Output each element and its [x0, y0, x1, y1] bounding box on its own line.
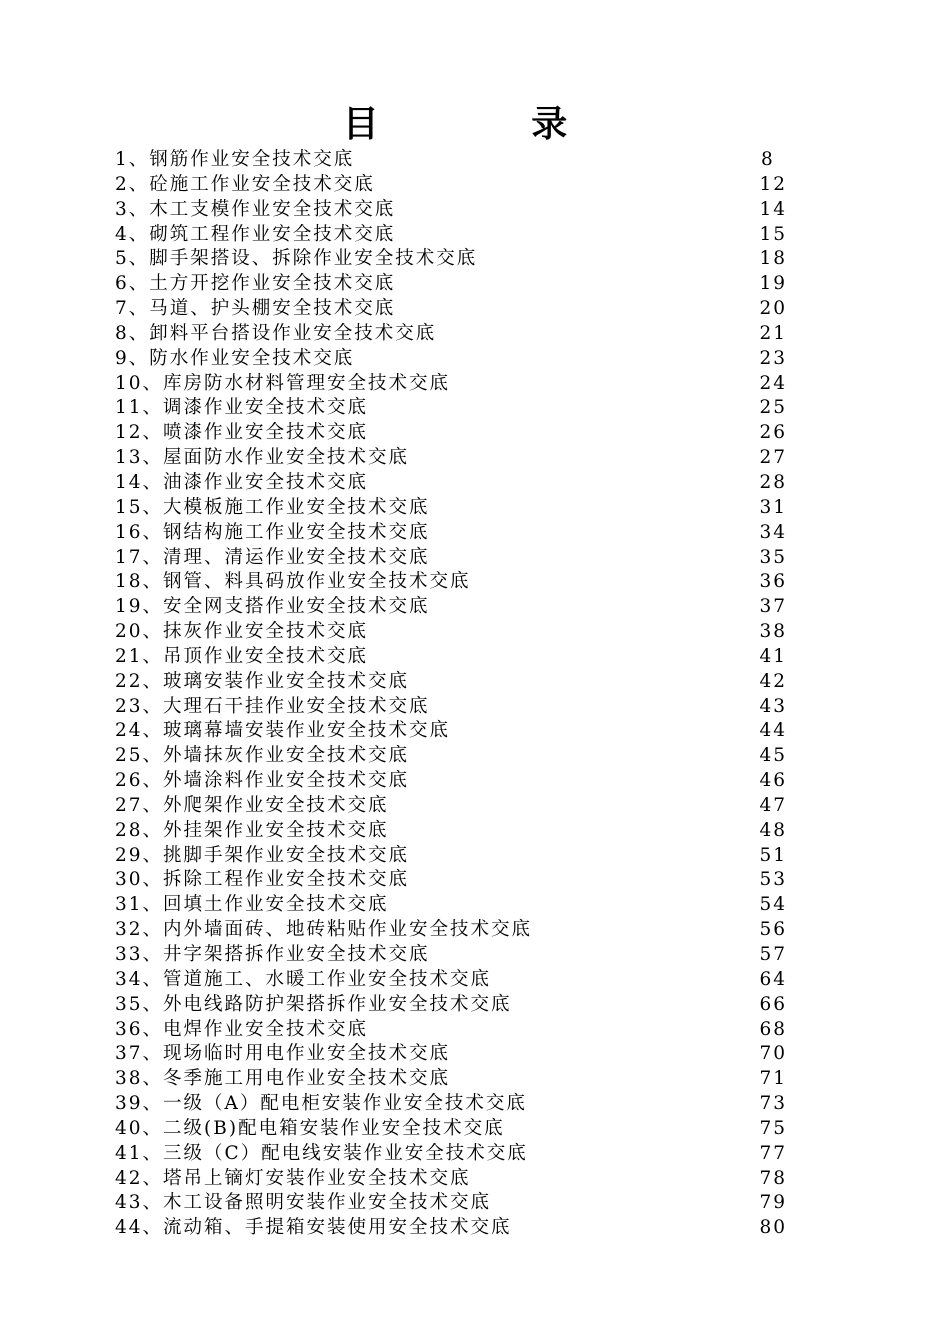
toc-entry-page-number: 8 — [761, 149, 775, 170]
toc-entry-label: 9、防水作业安全技术交底 — [115, 347, 355, 369]
toc-entry-page-number: 15 — [759, 223, 787, 245]
toc-entry-label: 37、现场临时用电作业安全技术交底 — [115, 1043, 451, 1065]
toc-entry — [115, 595, 787, 620]
toc-entry — [115, 546, 787, 571]
toc-entry-page-number: 51 — [759, 844, 787, 866]
toc-entry — [115, 347, 787, 372]
toc-entry — [115, 794, 787, 819]
toc-entry — [115, 918, 787, 943]
toc-entry-page-number: 54 — [759, 894, 787, 916]
toc-entry-page-number: 36 — [759, 571, 787, 593]
toc-entry — [115, 1018, 787, 1043]
toc-entry-label: 13、屋面防水作业安全技术交底 — [115, 447, 410, 469]
toc-entry-label: 28、外挂架作业安全技术交底 — [115, 819, 389, 841]
toc-entry-label: 10、库房防水材料管理安全技术交底 — [115, 372, 451, 394]
toc-entry-page-number: 18 — [759, 248, 787, 270]
toc-entry-label: 22、玻璃安装作业安全技术交底 — [115, 670, 410, 692]
toc-entry — [115, 695, 787, 720]
toc-entry — [115, 868, 787, 893]
toc-entry-page-number: 28 — [759, 471, 787, 493]
toc-entry-label: 15、大模板施工作业安全技术交底 — [115, 496, 430, 518]
toc-entry — [115, 1117, 787, 1142]
toc-entry-page-number: 43 — [759, 695, 787, 717]
toc-entry — [115, 173, 787, 198]
toc-entry — [115, 396, 787, 421]
toc-entry-page-number: 75 — [759, 1117, 787, 1139]
toc-entry — [115, 570, 787, 595]
toc-entry — [115, 1167, 787, 1192]
toc-entry-page-number: 64 — [759, 968, 787, 990]
toc-entry — [115, 322, 787, 347]
toc-entry-page-number: 46 — [759, 770, 787, 792]
toc-entry-page-number: 44 — [759, 720, 787, 742]
toc-entry — [115, 993, 787, 1018]
toc-entry-page-number: 53 — [759, 869, 787, 891]
toc-entry-label: 27、外爬架作业安全技术交底 — [115, 794, 389, 816]
toc-entry-label: 39、一级（A）配电柜安装作业安全技术交底 — [115, 1093, 527, 1115]
toc-entry-label: 11、调漆作业安全技术交底 — [115, 397, 369, 419]
toc-entry-page-number: 19 — [759, 273, 787, 295]
toc-entry — [115, 943, 787, 968]
toc-entry — [115, 1067, 787, 1092]
toc-entry-page-number: 35 — [759, 546, 787, 568]
toc-entry — [115, 297, 787, 322]
toc-entry-label: 24、玻璃幕墙安装作业安全技术交底 — [115, 720, 451, 742]
toc-entry-label: 21、吊顶作业安全技术交底 — [115, 645, 369, 667]
toc-entry-page-number: 57 — [759, 944, 787, 965]
toc-entry-page-number: 77 — [759, 1142, 787, 1164]
toc-entry-label: 44、流动箱、手提箱安装使用安全技术交底 — [115, 1217, 512, 1239]
toc-entry-page-number: 47 — [759, 794, 787, 816]
toc-entry — [115, 893, 787, 918]
toc-entry — [115, 421, 787, 446]
toc-entry — [115, 521, 787, 546]
toc-entry — [115, 968, 787, 993]
toc-entry-label: 18、钢管、料具码放作业安全技术交底 — [115, 571, 471, 593]
toc-entry-label: 32、内外墙面砖、地砖粘贴作业安全技术交底 — [115, 919, 533, 941]
toc-entry-page-number: 79 — [759, 1192, 787, 1214]
toc-entry-label: 2、砼施工作业安全技术交底 — [115, 173, 375, 195]
toc-entry — [115, 446, 787, 471]
toc-entry — [115, 1216, 787, 1241]
toc-entry-label: 42、塔吊上镝灯安装作业安全技术交底 — [115, 1167, 471, 1189]
toc-entry — [115, 744, 787, 769]
toc-entry-page-number: 12 — [759, 173, 787, 195]
toc-entry-label: 19、安全网支搭作业安全技术交底 — [115, 596, 430, 618]
toc-entry-label: 29、挑脚手架作业安全技术交底 — [115, 844, 410, 866]
toc-entry — [115, 471, 787, 496]
toc-entry-label: 33、井字架搭拆作业安全技术交底 — [115, 944, 430, 965]
toc-entry-label: 1、钢筋作业安全技术交底 — [115, 149, 355, 170]
toc-entry-label: 41、三级（C）配电线安装作业安全技术交底 — [115, 1142, 528, 1164]
toc-entry-label: 43、木工设备照明安装作业安全技术交底 — [115, 1192, 492, 1214]
toc-entry-label: 38、冬季施工用电作业安全技术交底 — [115, 1068, 451, 1090]
toc-entry-page-number: 66 — [759, 993, 787, 1015]
toc-entry-page-number: 27 — [759, 447, 787, 469]
toc-entry — [115, 1142, 787, 1167]
toc-entry-label: 26、外墙涂料作业安全技术交底 — [115, 770, 410, 792]
toc-entry-label: 23、大理石干挂作业安全技术交底 — [115, 695, 430, 717]
toc-entry — [115, 645, 787, 670]
toc-entry-page-number: 73 — [759, 1093, 787, 1115]
toc-entry-page-number: 26 — [759, 422, 787, 444]
toc-entry-label: 7、马道、护头棚安全技术交底 — [115, 298, 396, 320]
toc-entry — [115, 769, 787, 794]
toc-entry-label: 17、清理、清运作业安全技术交底 — [115, 546, 430, 568]
toc-entry-page-number: 56 — [759, 919, 787, 941]
toc-entry-page-number: 37 — [759, 596, 787, 618]
toc-entry-page-number: 41 — [759, 645, 787, 667]
toc-entry-label: 14、油漆作业安全技术交底 — [115, 471, 369, 493]
toc-entry-page-number: 42 — [759, 670, 787, 692]
toc-entry-label: 20、抹灰作业安全技术交底 — [115, 621, 369, 643]
toc-entry — [115, 272, 787, 297]
toc-entry-page-number: 80 — [759, 1217, 787, 1239]
toc-entry — [115, 844, 787, 869]
toc-entry-page-number: 48 — [759, 819, 787, 841]
toc-entry-page-number: 31 — [759, 496, 787, 518]
toc-entry — [115, 247, 787, 272]
toc-entry — [115, 372, 787, 397]
toc-entry-page-number: 78 — [759, 1167, 787, 1189]
toc-entry-label: 12、喷漆作业安全技术交底 — [115, 422, 369, 444]
toc-entry-label: 40、二级(B)配电箱安装作业安全技术交底 — [115, 1117, 505, 1139]
toc-entry — [115, 496, 787, 521]
toc-entry-page-number: 25 — [759, 397, 787, 419]
toc-entry — [115, 620, 787, 645]
toc-entry-label: 25、外墙抹灰作业安全技术交底 — [115, 745, 410, 767]
toc-entry-label: 30、拆除工程作业安全技术交底 — [115, 869, 410, 891]
toc-entry — [115, 148, 787, 173]
toc-entry-page-number: 20 — [759, 298, 787, 320]
toc-entry-label: 3、木工支模作业安全技术交底 — [115, 198, 396, 220]
toc-entry-label: 8、卸料平台搭设作业安全技术交底 — [115, 322, 437, 344]
toc-entry-page-number: 24 — [759, 372, 787, 394]
toc-entry-label: 34、管道施工、水暖工作业安全技术交底 — [115, 968, 492, 990]
toc-entry-label: 6、土方开挖作业安全技术交底 — [115, 273, 396, 295]
toc-entry-page-number: 38 — [759, 621, 787, 643]
toc-entry — [115, 223, 787, 248]
toc-list — [115, 148, 787, 1241]
toc-entry — [115, 198, 787, 223]
toc-entry-page-number: 45 — [759, 745, 787, 767]
toc-entry-label: 16、钢结构施工作业安全技术交底 — [115, 521, 430, 543]
toc-entry — [115, 670, 787, 695]
toc-entry-label: 4、砌筑工程作业安全技术交底 — [115, 223, 396, 245]
toc-entry — [115, 1092, 787, 1117]
toc-entry-label: 5、脚手架搭设、拆除作业安全技术交底 — [115, 248, 478, 270]
toc-entry — [115, 1042, 787, 1067]
toc-entry-page-number: 34 — [759, 521, 787, 543]
toc-entry — [115, 719, 787, 744]
toc-entry-page-number: 70 — [759, 1043, 787, 1065]
toc-entry-label: 31、回填土作业安全技术交底 — [115, 894, 389, 916]
toc-entry — [115, 1191, 787, 1216]
toc-entry-page-number: 71 — [759, 1068, 787, 1090]
toc-entry-page-number: 14 — [759, 198, 787, 220]
toc-title: 目 录 — [342, 103, 638, 145]
toc-entry-label: 36、电焊作业安全技术交底 — [115, 1018, 369, 1040]
toc-entry-page-number: 23 — [759, 347, 787, 369]
toc-entry-label: 35、外电线路防护架搭拆作业安全技术交底 — [115, 993, 512, 1015]
toc-entry-page-number: 68 — [759, 1018, 787, 1040]
toc-entry-page-number: 21 — [759, 322, 787, 344]
toc-entry — [115, 819, 787, 844]
